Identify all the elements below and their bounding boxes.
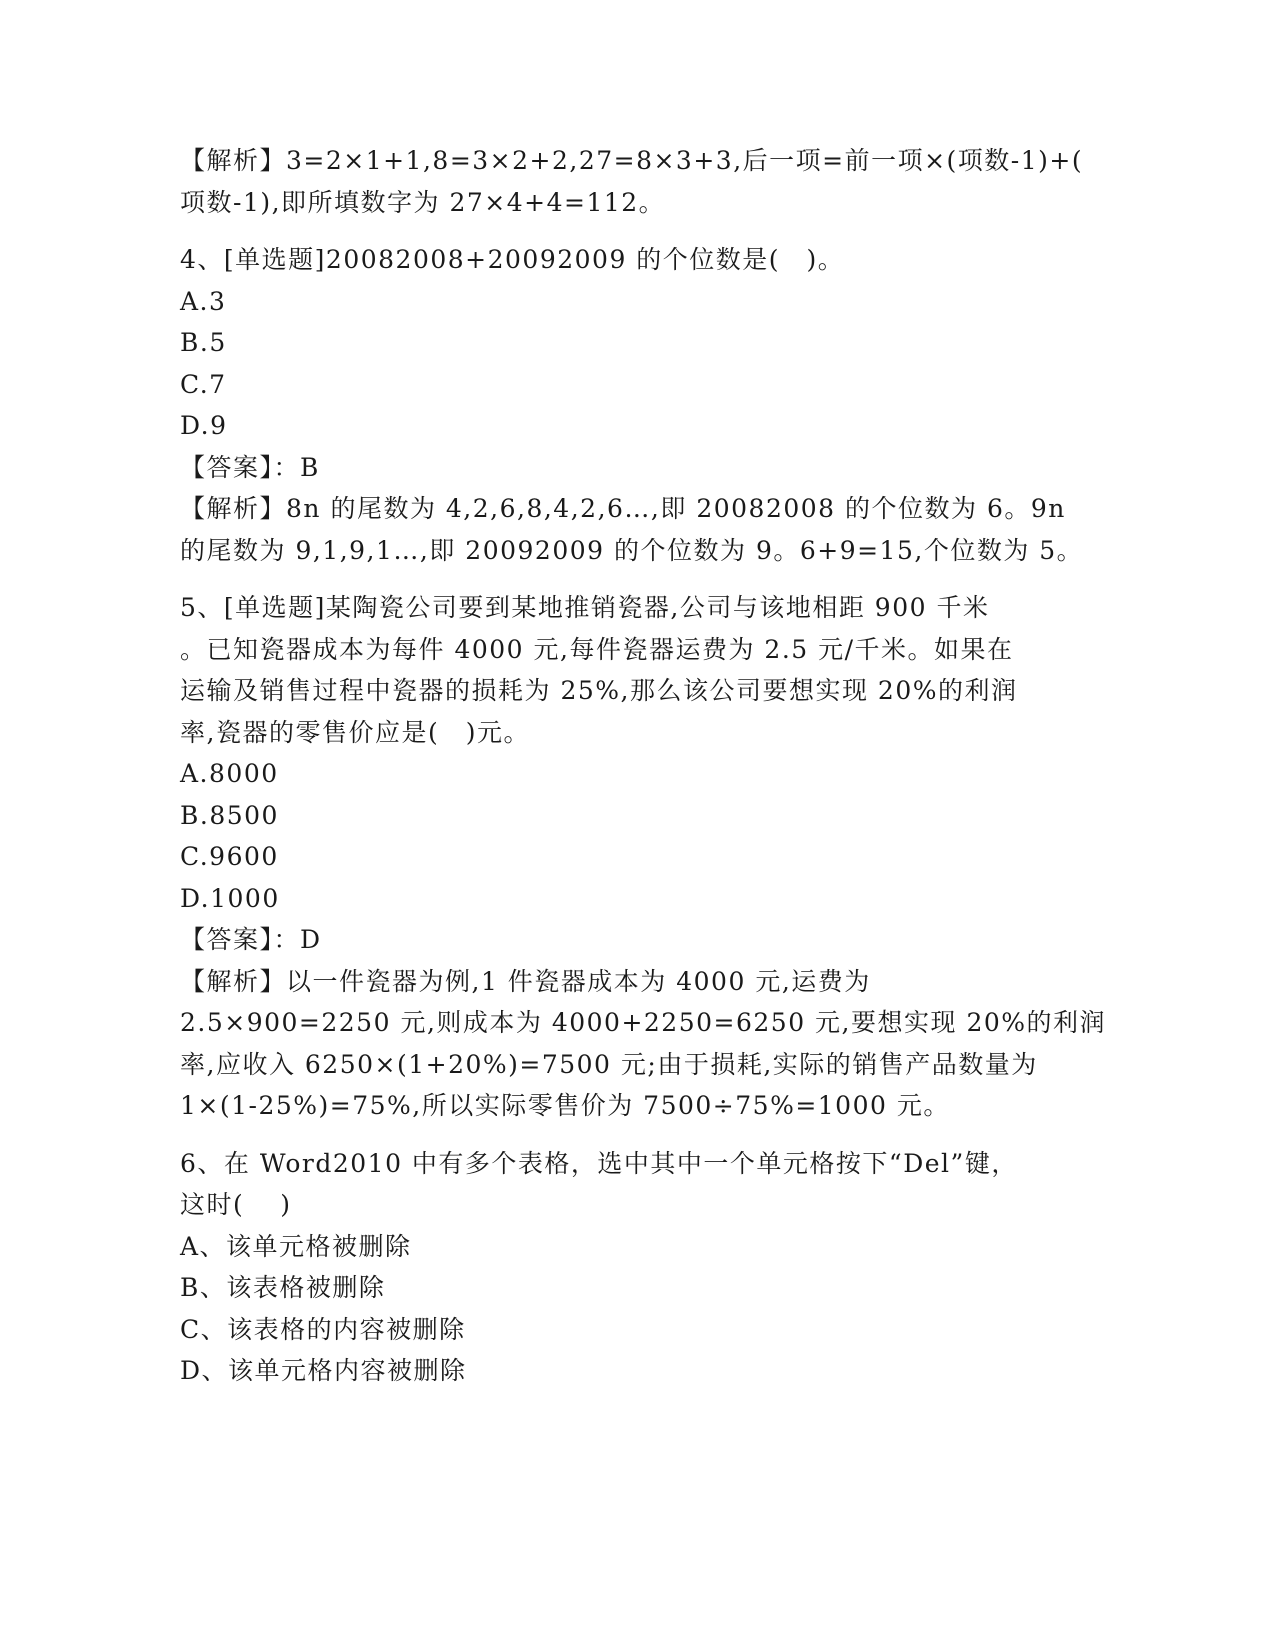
question-text: 6、在 Word2010 中有多个表格，选中其中一个单元格按下“Del”键， — [180, 1148, 1018, 1178]
question-text: 率,瓷器的零售价应是( )元。 — [180, 717, 530, 747]
question-text: 5、[单选题]某陶瓷公司要到某地推销瓷器,公司与该地相距 900 千米 — [180, 593, 990, 622]
explanation-line: 的尾数为 9,1,9,1…,即 20092009 的个位数为 9。6+9=15,个位数为 5。 — [180, 535, 1084, 565]
explanation-line: 【解析】8n 的尾数为 4,2,6,8,4,2,6…,即 20082008 的个位数为 6。9n — [180, 494, 1066, 523]
question-6 — [180, 1143, 1080, 1392]
option-d: D、该单元格内容被删除 — [180, 1356, 467, 1385]
question-text: 这时( ) — [180, 1190, 292, 1219]
option-c: C、该表格的内容被删除 — [180, 1314, 466, 1344]
option-b: B、该表格被删除 — [180, 1273, 386, 1302]
option-a: A.3 — [180, 286, 227, 316]
option-b: B.5 — [180, 328, 227, 357]
q3-explanation — [180, 140, 1084, 223]
answer-line: 【答案】：B — [180, 452, 320, 482]
question-text: 运输及销售过程中瓷器的损耗为 25%,那么该公司要想实现 20%的利润 — [180, 676, 1018, 705]
option-a: A、该单元格被删除 — [180, 1231, 412, 1261]
option-d: D.9 — [180, 411, 228, 440]
option-c: C.7 — [180, 369, 227, 399]
document-page — [180, 140, 1107, 1392]
question-text: 4、[单选题]20082008+20092009 的个位数是( )。 — [180, 245, 845, 274]
explanation-line: 【解析】3=2×1+1,8=3×2+2,27=8×3+3,后一项=前一项×(项数-1)+( — [180, 146, 1084, 175]
question-4 — [180, 239, 1084, 571]
option-d: D.1000 — [180, 883, 280, 913]
answer-line: 【答案】：D — [180, 925, 322, 954]
explanation-line: 率,应收入 6250×(1+20%)=7500 元;由于损耗,实际的销售产品数量为 — [180, 1049, 1038, 1079]
option-c: C.9600 — [180, 842, 279, 871]
question-5 — [180, 587, 1107, 1127]
option-a: A.8000 — [180, 759, 279, 788]
explanation-line: 项数-1),即所填数字为 27×4+4=112。 — [180, 187, 666, 217]
explanation-line: 2.5×900=2250 元,则成本为 4000+2250=6250 元,要想实现 20%的利润 — [180, 1008, 1107, 1037]
explanation-line: 【解析】以一件瓷器为例,1 件瓷器成本为 4000 元,运费为 — [180, 966, 871, 996]
explanation-line: 1×(1-25%)=75%,所以实际零售价为 7500÷75%=1000 元。 — [180, 1091, 950, 1120]
option-b: B.8500 — [180, 800, 279, 830]
question-text: 。已知瓷器成本为每件 4000 元,每件瓷器运费为 2.5 元/千米。如果在 — [180, 634, 1014, 664]
